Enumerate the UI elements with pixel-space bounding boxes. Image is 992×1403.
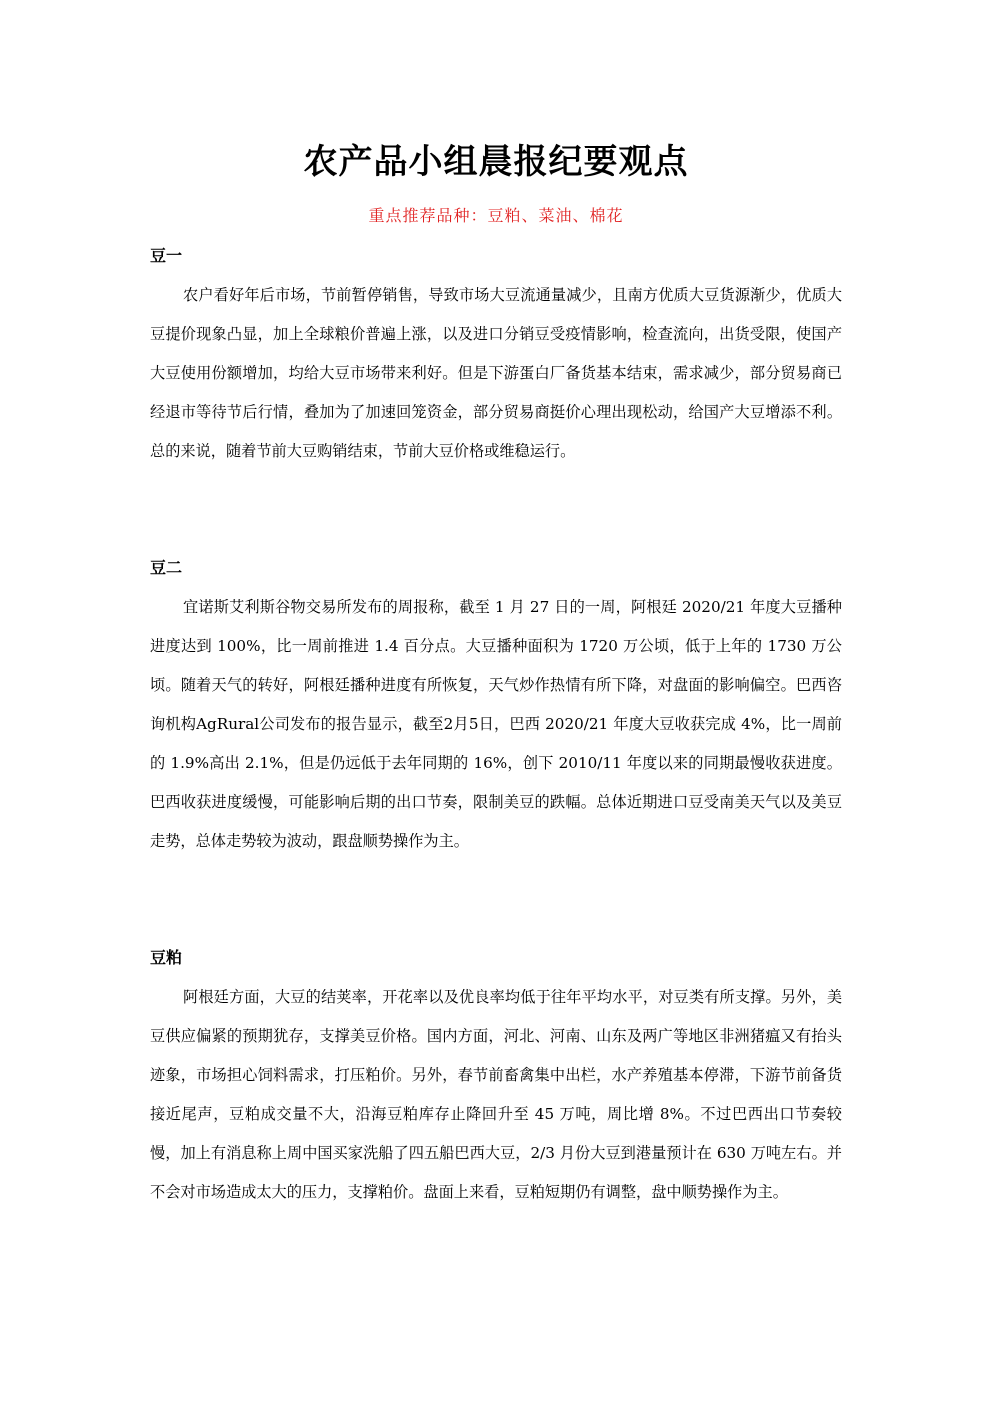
section-heading: 豆二: [150, 558, 183, 577]
recommended-varieties: 重点推荐品种：豆粕、菜油、棉花: [368, 206, 624, 225]
section-heading: 豆粕: [150, 948, 183, 967]
section-doupo: [150, 946, 842, 1212]
section-paragraph: 农户看好年后市场，节前暂停销售，导致市场大豆流通量减少，且南方优质大豆货源渐少，优质大豆提价现象凸显，加上全球粮价普遍上涨，以及进口分销豆受疫情影响，检查流向，出货受限，使国产大豆使用份额增加，均给大豆市场带来利好。但是下游蛋白厂备货基本结束，需求减少，部分贸易商已经退市等待节后行情，叠加为了加速回笼资金，部分贸易商挺价心理出现松动，给国产大豆增添不利。总的来说，随着节前大豆购销结束，节前大豆价格或维稳运行。: [150, 286, 842, 460]
section-paragraph: 阿根廷方面，大豆的结荚率，开花率以及优良率均低于往年平均水平，对豆类有所支撑。另外，美豆供应偏紧的预期犹存，支撑美豆价格。国内方面，河北、河南、山东及两广等地区非洲猪瘟又有抬头迹象，市场担心饲料需求，打压粕价。另外，春节前畜禽集中出栏，水产养殖基本停滞，下游节前备货接近尾声，豆粕成交量不大，沿海豆粕库存止降回升至 45 万吨，周比增 8%。不过巴西出口节奏较慢，加上有消息称上周中国买家洗船了四五船巴西大豆，2/3 月份大豆到港量预计在 630 万吨左右。并不会对市场造成太大的压力，支撑粕价。盘面上来看，豆粕短期仍有调整，盘中顺势操作为主。: [150, 988, 842, 1201]
section-heading: 豆一: [150, 246, 183, 265]
document-title: 农产品小组晨报纪要观点: [303, 142, 689, 182]
section-douer: [150, 556, 842, 861]
section-paragraph: 宜诺斯艾利斯谷物交易所发布的周报称，截至 1 月 27 日的一周，阿根廷 2020/21 年度大豆播种进度达到 100%，比一周前推进 1.4 百分点。大豆播种面积为 1720 万公顷，低于上年的 1730 万公顷。随着天气的转好，阿根廷播种进度有所恢复，天气炒作热情有所下降，对盘面的影响偏空。巴西咨询机构AgRural公司发布的报告显示，截至2月5日，巴西 2020/21 年度大豆收获完成 4%，比一周前的 1.9%高出 2.1%，但是仍远低于去年同期的 16%，创下 2010/11 年度以来的同期最慢收获进度。巴西收获进度缓慢，可能影响后期的出口节奏，限制美豆的跌幅。总体近期进口豆受南美天气以及美豆走势，总体走势较为波动，跟盘顺势操作为主。: [150, 598, 842, 850]
section-douyi: [150, 244, 842, 471]
